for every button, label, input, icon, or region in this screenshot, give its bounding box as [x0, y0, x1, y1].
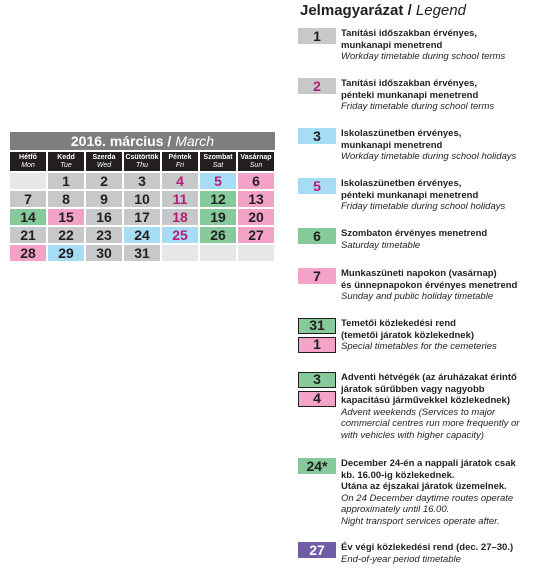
legend-badge: 4 — [298, 391, 336, 407]
legend-title-hu: Jelmagyarázat / — [300, 2, 412, 19]
legend-text-en: Friday timetable during school terms — [341, 101, 495, 112]
calendar-empty-cell — [162, 245, 198, 261]
legend-text-en: Sunday and public holiday timetable — [341, 291, 494, 302]
legend-description — [341, 78, 538, 113]
calendar-day-cell: 25 — [162, 227, 198, 243]
calendar-day-cell: 19 — [200, 209, 236, 225]
calendar-title — [10, 132, 275, 150]
legend-badge: 3 — [298, 128, 336, 144]
legend-text-hu: kapacitású járművekkel közlekednek) — [341, 395, 510, 406]
calendar-day-cell: 2 — [86, 173, 122, 189]
legend-text-en: Night transport services operate after. — [341, 515, 500, 527]
weekday-name-hu: Csütörtök — [125, 154, 159, 161]
weekday-name-en: Thu — [135, 162, 149, 169]
calendar-day-cell: 9 — [86, 191, 122, 207]
legend-badge: 6 — [298, 228, 336, 244]
legend-text-en: Saturday timetable — [341, 239, 421, 251]
legend-description — [341, 458, 538, 527]
legend-text-hu: Iskolaszünetben érvényes, — [341, 178, 462, 189]
legend-text-hu: Tanítási időszakban érvényes, — [341, 28, 478, 39]
calendar-day-cell: 26 — [200, 227, 236, 243]
weekday-name-hu: Kedd — [57, 154, 75, 161]
weekday-header-cell — [162, 152, 198, 171]
calendar-empty-cell — [10, 173, 46, 189]
weekday-header-cell — [200, 152, 236, 171]
calendar-day-cell: 10 — [124, 191, 160, 207]
legend-text-hu: Szombaton érvényes menetrend — [341, 228, 488, 239]
legend-text-hu: Adventi hétvégék (az áruházakat érintő — [341, 372, 517, 383]
calendar-day-cell: 20 — [238, 209, 274, 225]
legend-description — [341, 128, 538, 163]
calendar-day-cell: 5 — [200, 173, 236, 189]
calendar-day-cell: 6 — [238, 173, 274, 189]
legend-description — [341, 268, 538, 303]
calendar-weekday-header — [10, 152, 275, 171]
legend-text-en: commercial centres run more frequently or — [341, 418, 520, 429]
legend-text-en: Workday timetable during school terms — [341, 51, 506, 62]
calendar-day-cell: 31 — [124, 245, 160, 261]
weekday-header-cell — [124, 152, 160, 171]
calendar-day-cell: 22 — [48, 227, 84, 243]
weekday-name-en: Wed — [96, 162, 112, 169]
legend-text-hu: pénteki munkanapi menetrend — [341, 89, 479, 101]
legend-text-hu: Év végi közlekedési rend (dec. 27–30.) — [341, 542, 514, 553]
calendar-day-cell: 28 — [10, 245, 46, 261]
legend-badge: 24* — [298, 458, 336, 474]
calendar-day-cell: 24 — [124, 227, 160, 243]
weekday-name-en: Mon — [21, 162, 35, 169]
legend-title-en: Legend — [415, 2, 466, 19]
legend-description — [341, 178, 538, 213]
legend-text-en: Special timetables for the cemeteries — [341, 341, 497, 352]
weekday-name-en: Fri — [175, 162, 185, 169]
weekday-name-hu: Szerda — [92, 154, 116, 161]
calendar-day-cell: 12 — [200, 191, 236, 207]
legend-text-hu: pénteki munkanapi menetrend — [341, 189, 479, 201]
legend-description — [341, 372, 538, 441]
calendar-empty-cell — [238, 245, 274, 261]
legend-text-en: Workday timetable during school holidays — [341, 151, 517, 162]
legend-text-hu: Tanítási időszakban érvényes, — [341, 78, 478, 89]
legend-description — [341, 318, 538, 353]
calendar-title-en: March — [175, 133, 215, 149]
legend-badge: 31 — [298, 318, 336, 334]
legend-badge: 7 — [298, 268, 336, 284]
weekday-name-en: Tue — [60, 162, 72, 169]
weekday-name-hu: Szombat — [203, 154, 233, 161]
calendar-day-cell: 13 — [238, 191, 274, 207]
legend-text-en: On 24 December daytime routes operate — [341, 492, 514, 504]
legend-text-hu: munkanapi menetrend — [341, 139, 443, 151]
legend-badge: 1 — [298, 28, 336, 44]
calendar-day-cell: 29 — [48, 245, 84, 261]
legend-text-hu: (temetői járatok közlekednek) — [341, 329, 475, 341]
calendar-day-cell: 27 — [238, 227, 274, 243]
calendar — [10, 132, 275, 261]
legend-badge: 27 — [298, 542, 336, 558]
legend-text-hu: Temetői közlekedési rend — [341, 318, 456, 329]
legend-text-hu: munkanapi menetrend — [341, 39, 443, 51]
calendar-day-cell: 18 — [162, 209, 198, 225]
weekday-header-cell — [238, 152, 274, 171]
legend-text-hu: járatok sűrűbben vagy nagyobb — [341, 383, 485, 395]
legend-text-en: approximately until 16.00. — [341, 504, 450, 515]
legend-text-en: Friday timetable during school holidays — [341, 201, 506, 212]
legend-text-en: with vehicles with higher capacity) — [341, 429, 485, 441]
calendar-day-cell: 4 — [162, 173, 198, 189]
calendar-day-cell: 21 — [10, 227, 46, 243]
legend-description — [341, 228, 538, 251]
legend-text-hu: December 24-én a nappali járatok csak — [341, 458, 516, 469]
legend-text-en: End-of-year period timetable — [341, 553, 461, 565]
calendar-day-cell: 16 — [86, 209, 122, 225]
legend-description — [341, 28, 538, 63]
calendar-day-grid — [10, 173, 275, 261]
legend-text-hu: Munkaszüneti napokon (vasárnap) — [341, 268, 497, 279]
weekday-name-hu: Vasárnap — [240, 154, 272, 161]
weekday-name-hu: Hétfő — [19, 154, 37, 161]
legend-text-hu: és ünnepnapokon érvényes menetrend — [341, 279, 518, 291]
calendar-day-cell: 17 — [124, 209, 160, 225]
weekday-name-hu: Péntek — [168, 154, 192, 161]
legend-badge: 1 — [298, 337, 336, 353]
legend-text-hu: Iskolaszünetben érvényes, — [341, 128, 462, 139]
legend-text-en: Advent weekends (Services to major — [341, 406, 496, 418]
legend-text-hu: Utána az éjszakai járatok üzemelnek. — [341, 481, 507, 492]
legend-description — [341, 542, 538, 565]
calendar-day-cell: 15 — [48, 209, 84, 225]
calendar-day-cell: 14 — [10, 209, 46, 225]
legend-text-hu: kb. 16.00-ig közlekednek. — [341, 469, 455, 481]
weekday-header-cell — [48, 152, 84, 171]
calendar-empty-cell — [200, 245, 236, 261]
calendar-title-hu: 2016. március / — [70, 133, 172, 149]
weekday-name-en: Sat — [212, 162, 224, 169]
legend-badge: 2 — [298, 78, 336, 94]
legend-badge: 5 — [298, 178, 336, 194]
calendar-day-cell: 7 — [10, 191, 46, 207]
calendar-day-cell: 30 — [86, 245, 122, 261]
calendar-day-cell: 1 — [48, 173, 84, 189]
legend-title — [300, 2, 466, 19]
weekday-header-cell — [10, 152, 46, 171]
calendar-day-cell: 3 — [124, 173, 160, 189]
calendar-day-cell: 11 — [162, 191, 198, 207]
weekday-name-en: Sun — [249, 162, 263, 169]
weekday-header-cell — [86, 152, 122, 171]
legend-badge: 3 — [298, 372, 336, 388]
calendar-day-cell: 8 — [48, 191, 84, 207]
calendar-day-cell: 23 — [86, 227, 122, 243]
